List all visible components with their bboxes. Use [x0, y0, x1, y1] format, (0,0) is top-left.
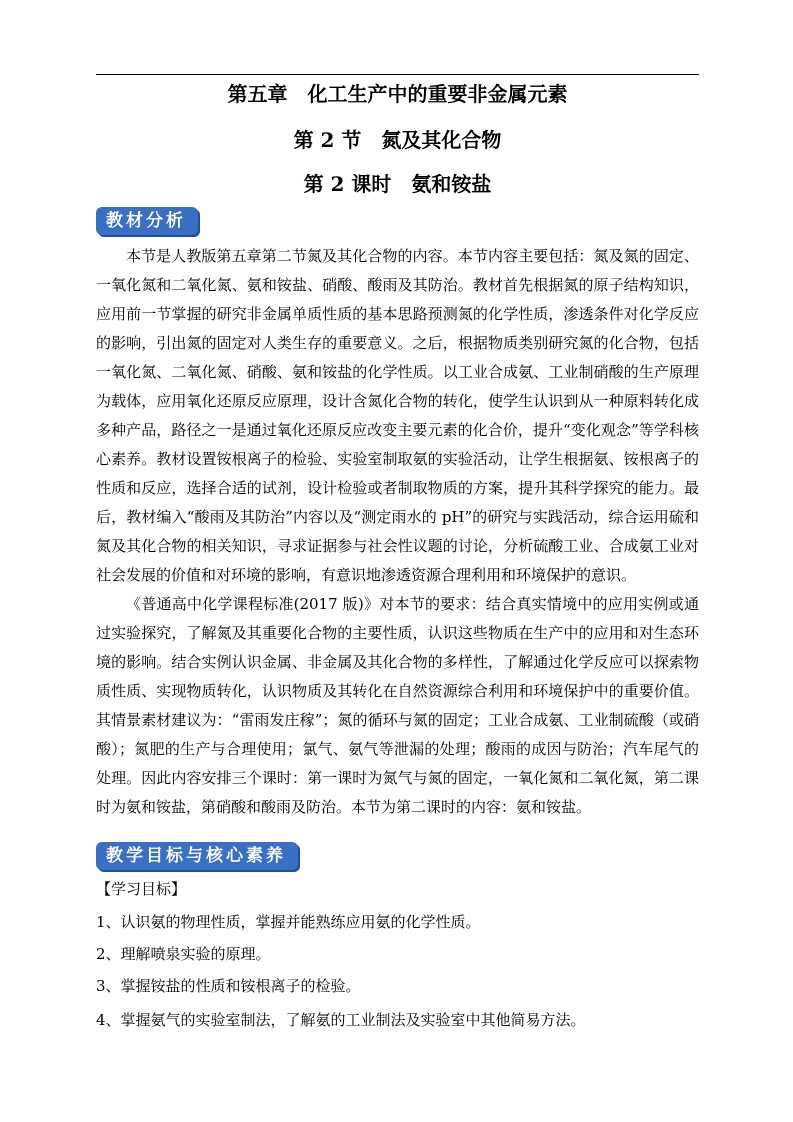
objective-item-4: 4、掌握氨气的实验室制法，了解氨的工业制法及实验室中其他简易方法。 — [96, 1011, 586, 1029]
analysis-badge: 教材分析 — [96, 207, 198, 235]
objective-item-3: 3、掌握铵盐的性质和铵根离子的检验。 — [96, 977, 361, 995]
analysis-paragraph-1: 本节是人教版第五章第二节氮及其化合物的内容。本节内容主要包括：氮及氮的固定、一氧化氮和二氧化氮、氨和铵盐、硝酸、酸雨及其防治。教材首先根据氮的原子结构知识，应用前一节掌握的研究非金属单质性质的基本思路预测氮的化学性质，渗透条件对化学反应的影响，引出氮的固定对人类生存的重要意义。之后，根据物质类别研究氮的化合物，包括一氧化氮、二氧化氮、硝酸、氨和铵盐的化学性质。以工业合成氨、工业制硝酸的生产原理为载体，应用氧化还原反应原理，设计含氮化合物的转化，使学生认识到从一种原料转化成多种产品，路径之一是通过氧化还原反应改变主要元素的化合价，提升“变化观念”等学科核心素养。教材设置铵根离子的检验、实验室制取氨的实验活动，让学生根据氨、铵根离子的性质和反应，选择合适的试剂，设计检验或者制取物质的方案，提升其科学探究的能力。最后，教材编入“酸雨及其防治”内容以及“测定雨水的 pH”的研究与实践活动，综合运用硫和氮及其化合物的相关知识，寻求证据参与社会性议题的讨论，分析硫酸工业、合成氨工业对社会发展的价值和对环境的影响，有意识地渗透资源合理利用和环境保护的意识。 — [96, 247, 699, 584]
lesson-title: 第 2 课时 氨和铵盐 — [303, 172, 492, 196]
objectives-badge: 教学目标与核心素养 — [96, 842, 298, 870]
chapter-title: 第五章 化工生产中的重要非金属元素 — [227, 82, 568, 106]
section-title: 第 2 节 氮及其化合物 — [293, 128, 502, 152]
objective-item-1: 1、认识氨的物理性质，掌握并能熟练应用氨的化学性质。 — [96, 913, 481, 931]
header-rule — [96, 74, 699, 75]
learning-objectives-heading: 【学习目标】 — [96, 880, 187, 898]
objective-item-2: 2、理解喷泉实验的原理。 — [96, 945, 271, 963]
analysis-paragraph-2: 《普通高中化学课程标准(2017 版)》对本节的要求：结合真实情境中的应用实例或通过实验探究，了解氮及其重要化合物的主要性质，认识这些物质在生产中的应用和对生态环境的影响。结合实例认识金属、非金属及其化合物的多样性，了解通过化学反应可以探索物质性质、实现物质转化，认识物质及其转化在自然资源综合利用和环境保护中的重要价值。其情景素材建议为：“雷雨发庄稼”；氮的循环与氮的固定；工业合成氨、工业制硫酸（或硝酸）；氮肥的生产与合理使用；氯气、氨气等泄漏的处理；酸雨的成因与防治；汽车尾气的处理。因此内容安排三个课时：第一课时为氮气与氮的固定，一氧化氮和二氧化氮，第二课时为氨和铵盐，第硝酸和酸雨及防治。本节为第二课时的内容：氨和铵盐。 — [96, 595, 699, 816]
